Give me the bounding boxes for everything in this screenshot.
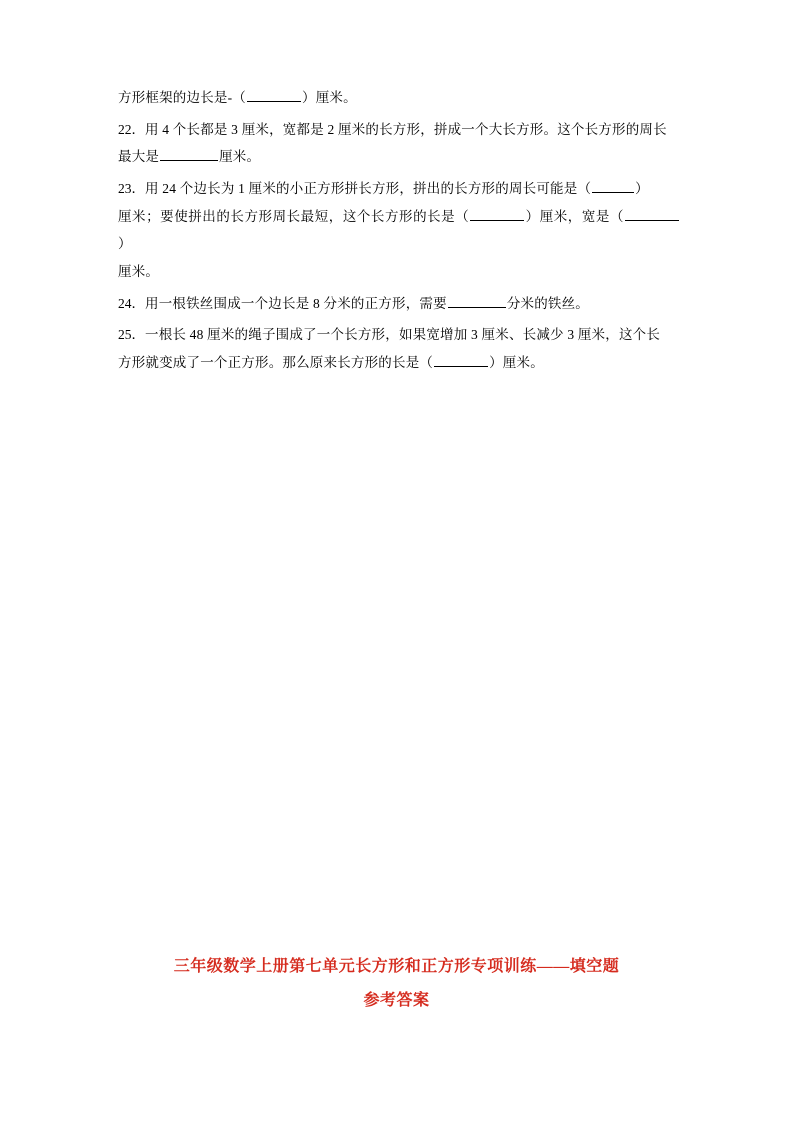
question-number: 22． — [118, 121, 145, 137]
question-text-tail: ）厘米。 — [302, 90, 357, 105]
question-24 — [118, 290, 680, 318]
answer-section — [0, 950, 793, 1017]
question-25 — [118, 321, 680, 376]
answer-blank[interactable] — [470, 207, 524, 221]
answer-blank[interactable] — [434, 353, 488, 367]
question-text-tail: ） — [635, 181, 649, 197]
answer-blank[interactable] — [592, 179, 634, 193]
question-number: 23． — [118, 181, 145, 197]
question-text: 方形框架的边长是-（ — [118, 90, 246, 105]
question-text-line2-mid: ）厘米，宽是（ — [525, 208, 625, 224]
question-text: 用一根铁丝围成一个边长是 8 分米的正方形，需要 — [145, 295, 447, 311]
question-23 — [118, 175, 680, 286]
question-text-line2: 厘米；要使拼出的长方形周长最短，这个长方形的长是（ — [118, 208, 470, 224]
answer-section-subtitle: 参考答案 — [363, 991, 430, 1009]
question-number: 24． — [118, 295, 145, 311]
question-text-line2-tail: 厘米。 — [219, 149, 261, 165]
question-text: 一根长 48 厘米的绳子围成了一个长方形，如果宽增加 3 厘米、长减少 3 厘米，这个长 — [145, 327, 661, 343]
question-text-line2-tail: ）厘米。 — [489, 355, 544, 371]
question-text-line2: 方形就变成了一个正方形。那么原来长方形的长是（ — [118, 355, 434, 371]
answer-blank[interactable] — [247, 88, 301, 102]
question-text: 用 24 个边长为 1 厘米的小正方形拼长方形，拼出的长方形的周长可能是（ — [145, 181, 592, 197]
answer-blank[interactable] — [160, 148, 218, 162]
answer-blank[interactable] — [625, 207, 679, 221]
question-text-tail: 分米的铁丝。 — [506, 295, 590, 311]
questions-container — [118, 84, 680, 381]
question-text-line2-tail: ） — [118, 236, 132, 252]
question-text-line2: 最大是 — [118, 149, 160, 165]
question-text-line3: 厘米。 — [118, 264, 160, 280]
answer-blank[interactable] — [448, 294, 506, 308]
question-text: 用 4 个长都是 3 厘米，宽都是 2 厘米的长方形，拼成一个大长方形。这个长方形的周长 — [145, 121, 667, 137]
question-21-continued — [118, 84, 680, 112]
question-22 — [118, 116, 680, 171]
answer-section-title: 三年级数学上册第七单元长方形和正方形专项训练——填空题 — [173, 958, 620, 975]
question-number: 25． — [118, 327, 145, 343]
